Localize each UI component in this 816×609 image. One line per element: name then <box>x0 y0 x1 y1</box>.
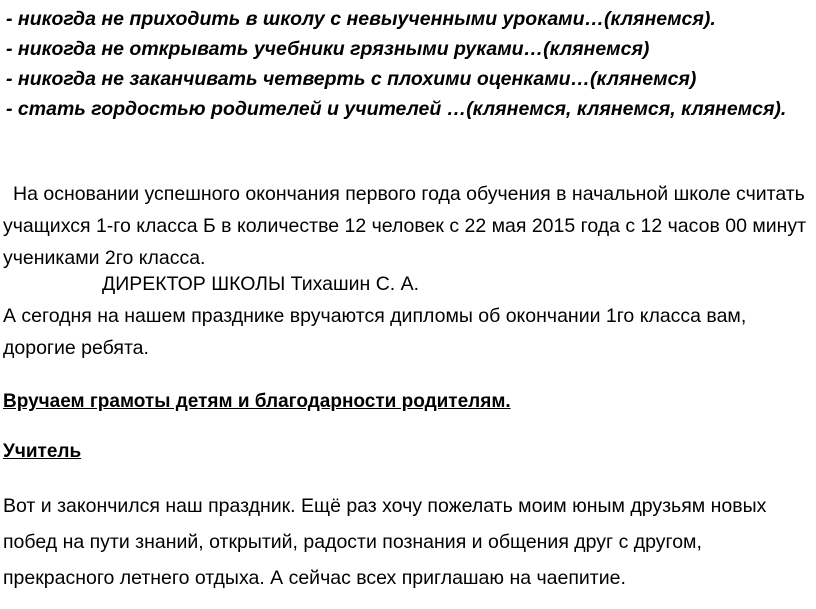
closing-speech: Вот и закончился наш праздник. Ещё раз хочу пожелать моим юным друзьям новых побед на пути знаний, открытий, радости познания и общения друг с другом, прекрасного летнего отдыха. А сейчас всех приглашаю на чаепитие. <box>3 495 767 589</box>
oath-line: - никогда не заканчивать четверть с плохими оценками…(клянемся) <box>6 68 697 90</box>
announcement-paragraph: А сегодня на нашем празднике вручаются дипломы об окончании 1го класса вам, дорогие ребята. <box>3 305 747 359</box>
oath-line: - стать гордостью родителей и учителей …(клянемся, клянемся, клянемся). <box>6 98 787 120</box>
decree-text: На основании успешного окончания первого года обучения в начальной школе считать учащихся 1-го класса Б в количестве 12 человек с 22 мая 2015 года с 12 часов 00 минут учениками 2го класса. <box>3 183 807 269</box>
oath-list <box>6 4 812 124</box>
awards-heading: Вручаем грамоты детям и благодарности родителям. <box>3 391 511 412</box>
teacher-heading: Учитель <box>3 441 82 462</box>
oath-line: - никогда не приходить в школу с невыученными уроками…(клянемся). <box>6 8 716 30</box>
director-signature: ДИРЕКТОР ШКОЛЫ Тихашин С. А. <box>102 273 420 295</box>
oath-line: - никогда не открывать учебники грязными руками…(клянемся) <box>6 38 650 60</box>
decree-paragraph <box>3 178 811 274</box>
